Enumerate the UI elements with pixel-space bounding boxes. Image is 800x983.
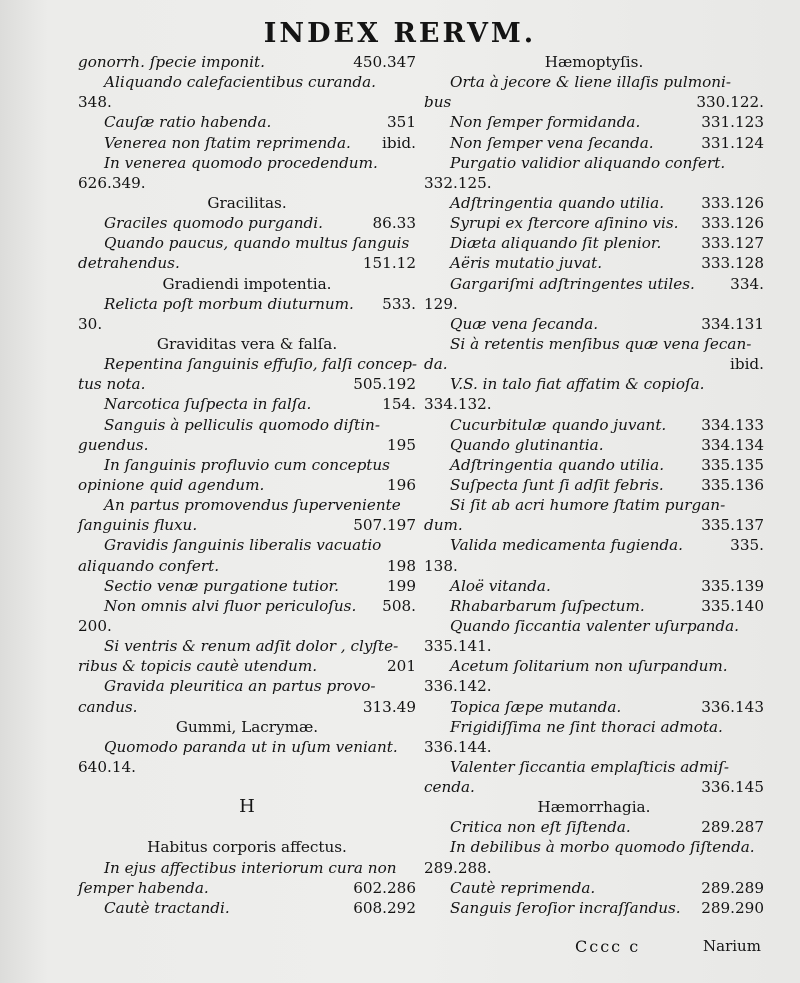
index-entry	[78, 92, 416, 112]
page-reference: 602.286	[353, 878, 416, 897]
index-heading	[424, 52, 764, 72]
index-entry	[424, 737, 764, 757]
entry-text: Si à retentis menſibus quæ vena ſecan-	[450, 334, 752, 353]
entry-text: bus	[424, 93, 452, 112]
index-entry	[78, 535, 416, 555]
entry-text: Diæta aliquando ſit plenior.	[450, 234, 662, 253]
page-reference: 201	[387, 657, 416, 676]
index-entry	[78, 515, 416, 535]
catchword: Narium	[703, 937, 761, 955]
entry-text: Gummi, Lacrymæ.	[175, 717, 319, 736]
entry-text: Si ventris & renum adſit dolor , clyſte-	[104, 637, 399, 656]
index-entry	[78, 576, 416, 596]
page-reference: 289.290	[701, 898, 764, 917]
entry-text: 348.	[78, 93, 112, 112]
page-reference: 331.123	[701, 113, 764, 132]
index-entry	[424, 616, 764, 636]
entry-text: Cautè tractandi.	[104, 898, 230, 917]
index-entry	[424, 274, 764, 294]
index-entry	[78, 435, 416, 455]
index-entry	[78, 415, 416, 435]
index-entry	[424, 837, 764, 857]
signature-mark: Cccc c	[575, 937, 641, 956]
index-entry	[78, 596, 416, 616]
entry-text: 640.14.	[78, 757, 136, 776]
index-entry	[424, 697, 764, 717]
entry-text: Adſtringentia quando utilia.	[450, 455, 665, 474]
index-entry	[78, 314, 416, 334]
left-column	[78, 52, 416, 918]
index-entry	[424, 878, 764, 898]
entry-text: An partus promovendus ſuperveniente	[104, 496, 401, 515]
entry-text: 289.288.	[424, 858, 492, 877]
entry-text: Critica non eſt ſiſtenda.	[450, 818, 631, 837]
entry-text: Gravida pleuritica an partus provo-	[104, 677, 376, 696]
page-reference: ibid.	[382, 133, 416, 152]
entry-text: 138.	[424, 556, 458, 575]
index-entry	[78, 294, 416, 314]
index-entry	[424, 656, 764, 676]
page-reference: 335.	[730, 536, 764, 555]
index-entry	[424, 717, 764, 737]
entry-text: Quando glutinantia.	[450, 435, 604, 454]
index-entry	[424, 92, 764, 112]
entry-text: V.S. in talo fiat affatim & copioſa.	[450, 375, 705, 394]
entry-text: tus nota.	[78, 375, 146, 394]
entry-text: cenda.	[424, 778, 475, 797]
page-reference: 335.140	[701, 596, 764, 615]
index-entry	[78, 253, 416, 273]
entry-text: da.	[424, 355, 448, 374]
index-entry	[424, 817, 764, 837]
index-entry	[424, 253, 764, 273]
index-entry	[78, 737, 416, 757]
page-reference: 195	[387, 435, 416, 454]
index-entry	[78, 898, 416, 918]
entry-text: gonorrh. ſpecie imponit.	[78, 53, 265, 71]
entry-text: dum.	[424, 516, 463, 535]
page-reference: 313.49	[362, 697, 416, 716]
entry-text: In venerea quomodo procedendum.	[104, 153, 378, 172]
index-entry	[78, 374, 416, 394]
entry-text: Sanguis à pelliculis quomodo diſtin-	[104, 415, 380, 434]
index-entry	[78, 112, 416, 132]
entry-text: In ſanguinis profluvio cum conceptus	[104, 455, 390, 474]
index-entry	[78, 495, 416, 515]
entry-text: Aloë vitanda.	[450, 576, 551, 595]
entry-text: ribus & topicis cautè utendum.	[78, 657, 318, 676]
entry-text: Gravidis ſanguinis liberalis vacuatio	[104, 536, 382, 555]
page-reference: 289.287	[701, 818, 764, 837]
index-heading	[78, 193, 416, 213]
page-reference: 351	[387, 113, 416, 132]
page-reference: 608.292	[353, 898, 416, 917]
page-reference: 334.134	[701, 435, 764, 454]
page-reference: 330.122.	[696, 93, 764, 112]
entry-text: Aëris mutatio juvat.	[450, 254, 603, 273]
index-entry	[78, 636, 416, 656]
index-entry	[424, 294, 764, 314]
right-column	[424, 52, 764, 918]
page-reference: 450.347	[353, 53, 416, 71]
entry-text: Non ſemper vena ſecanda.	[450, 133, 654, 152]
index-entry	[424, 354, 764, 374]
entry-text: Sectio venæ purgatione tutior.	[104, 576, 339, 595]
index-entry	[424, 213, 764, 233]
page-reference: 334.133	[701, 415, 764, 434]
entry-text: aliquando confert.	[78, 556, 220, 575]
index-entry	[424, 415, 764, 435]
index-entry	[424, 112, 764, 132]
index-entry	[424, 374, 764, 394]
entry-text: Quando paucus, quando multus ſanguis	[104, 234, 410, 253]
index-entry	[78, 616, 416, 636]
index-entry	[78, 52, 416, 72]
index-entry	[424, 173, 764, 193]
page-reference: 533.	[382, 294, 416, 313]
index-entry	[424, 757, 764, 777]
index-entry	[424, 556, 764, 576]
entry-text: Graciles quomodo purgandi.	[104, 214, 323, 233]
entry-text: Hæmoptyſis.	[544, 53, 644, 71]
index-entry	[424, 394, 764, 414]
entry-text: guendus.	[78, 435, 149, 454]
entry-text: Quando ſiccantia valenter uſurpanda.	[450, 616, 739, 635]
index-entry	[424, 72, 764, 92]
page-reference: 336.145	[701, 778, 764, 797]
entry-text: Si ſit ab acri humore ſtatim purgan-	[450, 496, 726, 515]
entry-text: Relicta poſt morbum diuturnum.	[104, 294, 354, 313]
spacer	[78, 777, 416, 797]
entry-text: 129.	[424, 294, 458, 313]
index-entry	[78, 233, 416, 253]
entry-text: Topica ſæpe mutanda.	[450, 697, 622, 716]
entry-text: 336.144.	[424, 737, 492, 756]
entry-text: 200.	[78, 616, 112, 635]
entry-text: H	[239, 796, 255, 818]
index-entry	[424, 475, 764, 495]
index-entry	[78, 133, 416, 153]
index-entry	[78, 173, 416, 193]
index-entry	[78, 858, 416, 878]
index-entry	[78, 757, 416, 777]
index-entry	[424, 193, 764, 213]
index-entry	[78, 455, 416, 475]
index-entry	[424, 898, 764, 918]
page-reference: 331.124	[701, 133, 764, 152]
index-entry	[78, 394, 416, 414]
page-reference: 334.	[730, 274, 764, 293]
index-entry	[78, 676, 416, 696]
entry-text: Sanguis ſeroſior incraſſandus.	[450, 898, 681, 917]
spacer	[78, 817, 416, 837]
entry-text: In ejus affectibus interiorum cura non	[104, 858, 397, 877]
index-entry	[78, 72, 416, 92]
entry-text: 30.	[78, 314, 103, 333]
entry-text: Cauſæ ratio habenda.	[104, 113, 272, 132]
entry-text: Valenter ſiccantia emplaſticis admiſ-	[450, 757, 729, 776]
page-reference: 198	[387, 556, 416, 575]
index-entry	[78, 556, 416, 576]
entry-text: Suſpecta ſunt ſi adſit febris.	[450, 475, 664, 494]
entry-text: 334.132.	[424, 395, 492, 414]
entry-text: Narcotica ſuſpecta in falſa.	[104, 395, 312, 414]
index-entry	[424, 435, 764, 455]
entry-text: candus.	[78, 697, 138, 716]
index-entry	[424, 334, 764, 354]
entry-text: Repentina ſanguinis effuſio, falſi concep-	[104, 355, 418, 374]
index-entry	[78, 697, 416, 717]
page-reference: 333.126	[701, 193, 764, 212]
index-heading	[424, 797, 764, 817]
entry-text: Cautè reprimenda.	[450, 878, 596, 897]
page-reference: 334.131	[701, 314, 764, 333]
page-reference: 333.126	[701, 214, 764, 233]
index-entry	[424, 535, 764, 555]
page-reference: 335.135	[701, 455, 764, 474]
entry-text: Adſtringentia quando utilia.	[450, 193, 665, 212]
index-entry	[78, 354, 416, 374]
page-reference: 333.128	[701, 254, 764, 273]
index-heading	[78, 837, 416, 857]
entry-text: Frigidiſſima ne ſint thoraci admota.	[450, 717, 723, 736]
page-reference: 336.143	[701, 697, 764, 716]
entry-text: 332.125.	[424, 173, 492, 192]
index-entry	[424, 596, 764, 616]
entry-text: Hæmorrhagia.	[537, 798, 651, 817]
entry-text: Quomodo paranda ut in uſum veniant.	[104, 737, 398, 756]
index-heading	[78, 334, 416, 354]
page-reference: 505.192	[353, 375, 416, 394]
entry-text: opinione quid agendum.	[78, 475, 265, 494]
entry-text: Orta à jecore & liene illaſis pulmoni-	[450, 73, 732, 92]
entry-text: ſemper habenda.	[78, 878, 209, 897]
entry-text: Purgatio validior aliquando confert.	[450, 153, 726, 172]
page-reference: 154.	[382, 395, 416, 414]
entry-text: Rhabarbarum ſuſpectum.	[450, 596, 645, 615]
entry-text: Syrupi ex ſtercore aſinino vis.	[450, 214, 679, 233]
index-entry	[78, 878, 416, 898]
page-reference: 196	[387, 475, 416, 494]
page-reference: 199	[387, 576, 416, 595]
page-reference: 335.136	[701, 475, 764, 494]
index-entry	[424, 133, 764, 153]
entry-text: detrahendus.	[78, 254, 180, 273]
entry-text: Quæ vena ſecanda.	[450, 314, 599, 333]
entry-text: Gargariſmi adſtringentes utiles.	[450, 274, 695, 293]
entry-text: Non omnis alvi fluor periculoſus.	[104, 596, 357, 615]
page-reference: 333.127	[701, 234, 764, 253]
entry-text: Cucurbitulæ quando juvant.	[450, 415, 667, 434]
index-entry	[78, 656, 416, 676]
index-entry	[424, 576, 764, 596]
entry-text: Aliquando calefacientibus curanda.	[104, 73, 377, 92]
page-reference: 151.12	[362, 254, 416, 273]
index-entry	[424, 777, 764, 797]
entry-text: ſanguinis fluxu.	[78, 516, 198, 535]
entry-text: 336.142.	[424, 677, 492, 696]
entry-text: Graviditas vera & falſa.	[156, 334, 338, 353]
page-reference: ibid.	[730, 355, 764, 374]
index-heading	[78, 717, 416, 737]
index-entry	[424, 314, 764, 334]
page-reference: 335.139	[701, 576, 764, 595]
index-entry	[424, 636, 764, 656]
section-letter	[78, 797, 416, 817]
page-reference: 86.33	[372, 214, 416, 233]
page-reference: 507.197	[353, 516, 416, 535]
index-entry	[424, 495, 764, 515]
page-reference: 508.	[382, 596, 416, 615]
index-entry	[424, 153, 764, 173]
entry-text: 626.349.	[78, 173, 146, 192]
index-entry	[424, 455, 764, 475]
index-entry	[424, 858, 764, 878]
running-header: INDEX RERVM.	[263, 18, 537, 49]
entry-text: Acetum ſolitarium non uſurpandum.	[450, 657, 728, 676]
entry-text: In debilibus à morbo quomodo ſiſtenda.	[450, 838, 755, 857]
entry-text: Gradiendi impotentia.	[162, 274, 332, 293]
entry-text: Gracilitas.	[207, 193, 287, 212]
index-entry	[424, 515, 764, 535]
entry-text: Non ſemper formidanda.	[450, 113, 641, 132]
index-entry	[78, 475, 416, 495]
entry-text: Habitus corporis affectus.	[147, 838, 347, 857]
index-entry	[78, 213, 416, 233]
entry-text: Venerea non ſtatim reprimenda.	[104, 133, 351, 152]
index-entry	[424, 676, 764, 696]
index-heading	[78, 274, 416, 294]
index-entry	[78, 153, 416, 173]
index-entry	[424, 233, 764, 253]
entry-text: 335.141.	[424, 637, 492, 656]
entry-text: Valida medicamenta fugienda.	[450, 536, 683, 555]
page-reference: 289.289	[701, 878, 764, 897]
page-reference: 335.137	[701, 516, 764, 535]
